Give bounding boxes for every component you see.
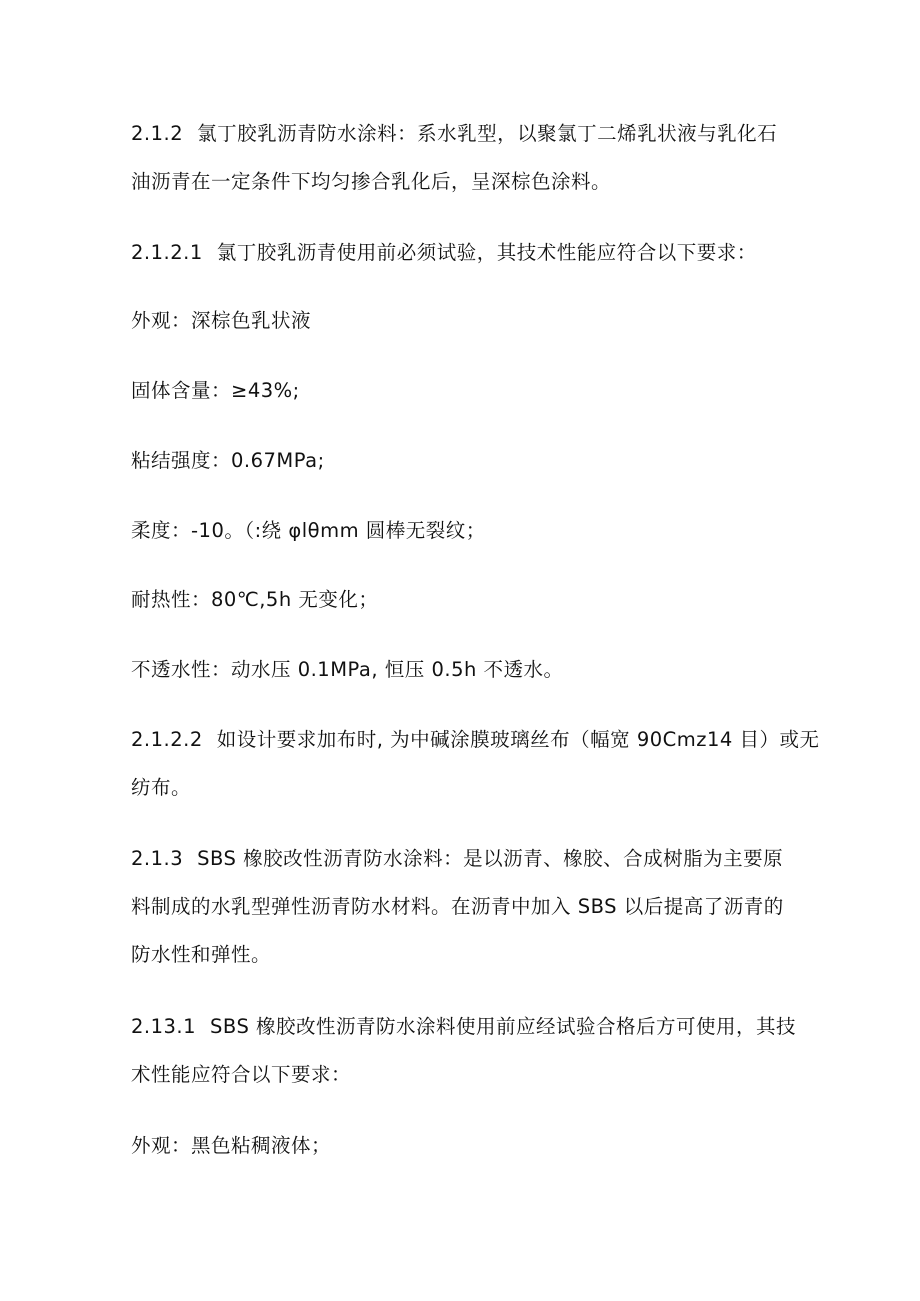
text-line: [131, 229, 796, 277]
section-number: 2.13.1: [131, 1015, 197, 1038]
line-text: 氯丁胶乳沥青防水涂料：系水乳型，以聚氯丁二烯乳状液与乳化石: [197, 122, 778, 145]
paragraph-flexibility: [131, 507, 796, 555]
paragraph-2-1-2-1: [131, 229, 796, 277]
text-line: 防水性和弹性。: [131, 943, 272, 966]
text-line: 柔度：-10。（:绕 φlθmm 圆棒无裂纹；: [131, 519, 486, 542]
text-line: 外观：黑色粘稠液体；: [131, 1134, 332, 1157]
text-line: [131, 1003, 796, 1051]
paragraph-2-1-3: [131, 835, 796, 979]
section-number: 2.1.3: [131, 847, 184, 870]
text-line: [131, 835, 796, 883]
text-line: 不透水性：动水压 0.1MPa, 恒压 0.5h 不透水。: [131, 658, 564, 681]
paragraph-appearance: [131, 297, 796, 345]
paragraph-appearance-black: [131, 1122, 796, 1170]
paragraph-bond-strength: [131, 437, 796, 485]
text-line: 油沥青在一定条件下均匀掺合乳化后，呈深棕色涂料。: [131, 170, 612, 193]
text-line: 耐热性：80℃,5h 无变化；: [131, 588, 379, 611]
section-number: 2.1.2: [131, 122, 184, 145]
text-line: 粘结强度：0.67MPa;: [131, 449, 325, 472]
section-number: 2.1.2.1: [131, 241, 203, 264]
text-line: 固体含量：≥43%;: [131, 379, 300, 402]
text-line: 纺布。: [131, 776, 192, 799]
paragraph-solid-content: [131, 367, 796, 415]
text-line: [131, 110, 796, 158]
paragraph-impermeability: [131, 646, 796, 694]
line-text: SBS 橡胶改性沥青防水涂料：是以沥青、橡胶、合成树脂为主要原: [197, 847, 784, 870]
line-text: 氯丁胶乳沥青使用前必须试验，其技术性能应符合以下要求：: [216, 241, 757, 264]
text-line: 料制成的水乳型弹性沥青防水材料。在沥青中加入 SBS 以后提高了沥青的: [131, 895, 784, 918]
paragraph-heat-resistance: [131, 576, 796, 624]
paragraph-2-1-2-2: [131, 716, 820, 812]
paragraph-2-13-1: [131, 1003, 796, 1099]
line-text: 如设计要求加布时, 为中碱涂膜玻璃丝布（幅宽 90Cmz14 目）或无: [216, 728, 820, 751]
line-text: SBS 橡胶改性沥青防水涂料使用前应经试验合格后方可使用，其技: [210, 1015, 797, 1038]
section-number: 2.1.2.2: [131, 728, 203, 751]
paragraph-2-1-2: [131, 110, 796, 206]
text-line: 外观：深棕色乳状液: [131, 309, 312, 332]
text-line: 术性能应符合以下要求：: [131, 1063, 352, 1086]
text-line: [131, 716, 820, 764]
